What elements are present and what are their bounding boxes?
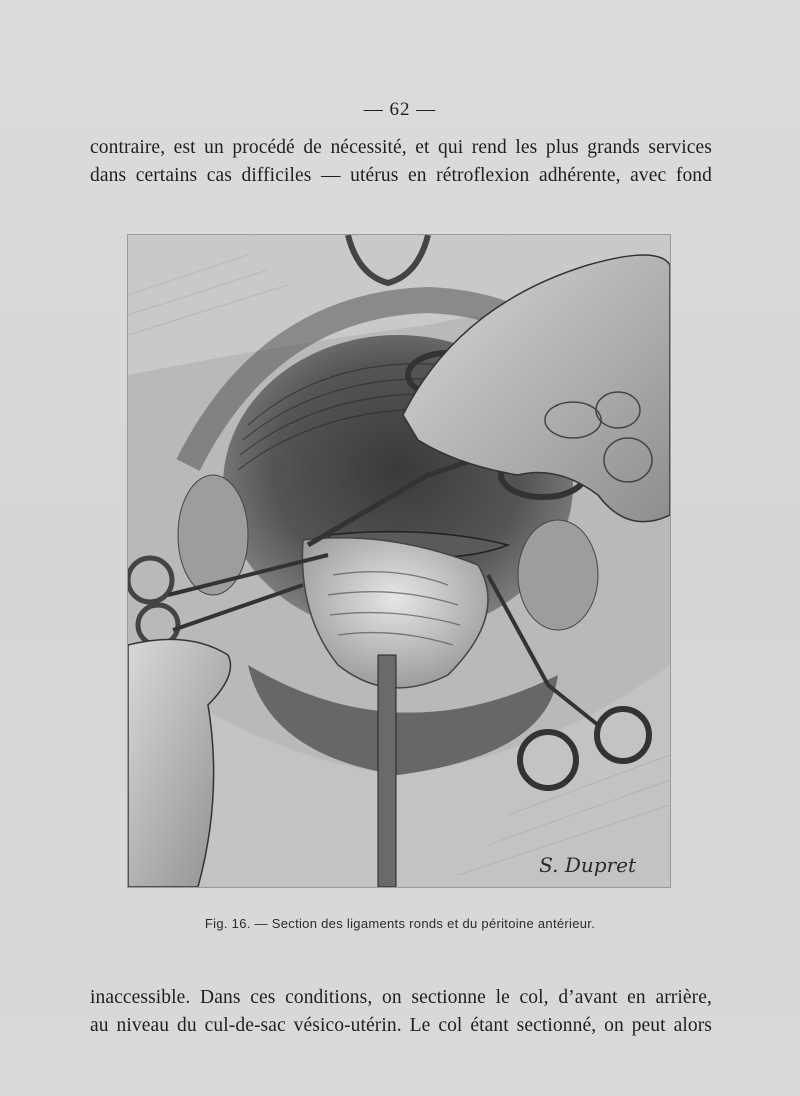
text-line: inaccessible. Dans ces conditions, on sectionne le col, d’avant en arrière, — [90, 987, 712, 1008]
text-line: dans certains cas difficiles — utérus en rétroflexion adhérente, avec fond — [90, 165, 712, 186]
top-paragraph — [90, 134, 712, 190]
bottom-paragraph — [90, 984, 712, 1040]
illustration-drawing — [128, 235, 670, 887]
page-number: — 62 — — [363, 99, 437, 120]
surgical-illustration — [127, 234, 671, 888]
artist-signature: S. Dupret — [539, 853, 636, 877]
text-line: au niveau du cul-de-sac vésico-utérin. Le col étant sectionné, on peut alors — [90, 1015, 712, 1036]
text-line: contraire, est un procédé de nécessité, et qui rend les plus grands services — [90, 137, 712, 158]
figure-caption: Fig. 16. — Section des ligaments ronds et du péritoine antérieur. — [204, 916, 596, 931]
